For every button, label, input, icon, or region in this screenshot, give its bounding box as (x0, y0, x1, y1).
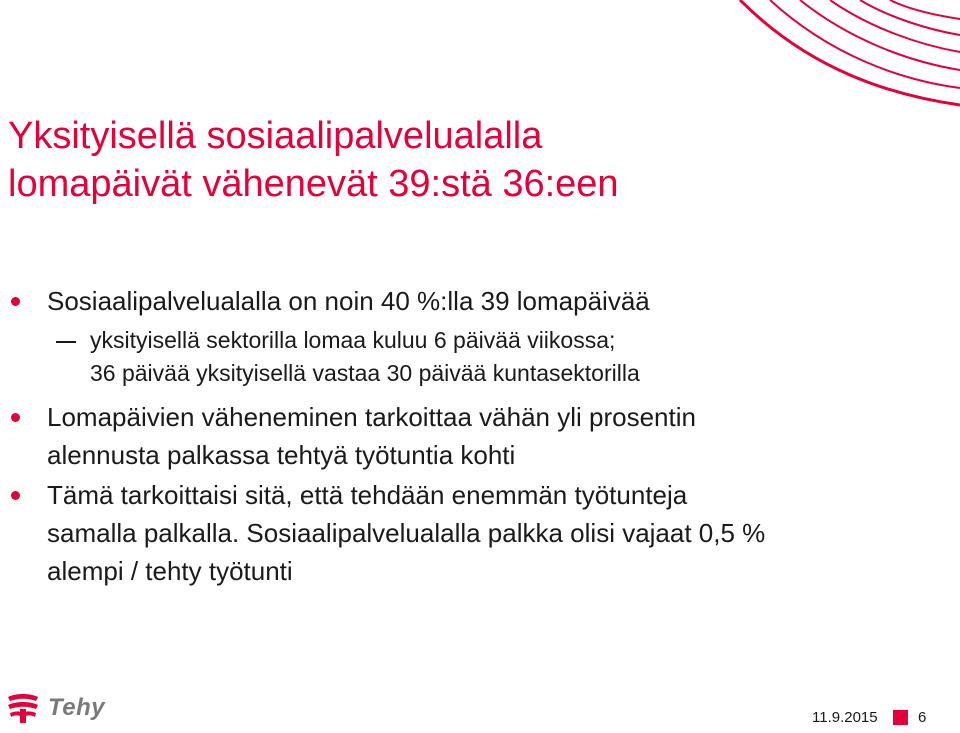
bullet-text: samalla palkalla. Sosiaalipalvelualalla palkka olisi vajaat 0,5 % (47, 518, 766, 548)
title-line: Yksityisellä sosiaalipalvelualalla (8, 115, 543, 157)
bullet-text: Tämä tarkoittaisi sitä, että tehdään enemmän työtunteja (47, 480, 688, 510)
footer-date: 11.9.2015 (812, 709, 878, 726)
dash-icon (56, 341, 76, 343)
bullet-dot-icon (11, 413, 20, 422)
bullet-list (0, 282, 930, 590)
sub-bullet-text: yksityisellä sektorilla lomaa kuluu 6 päivää viikossa; (90, 327, 616, 353)
footer-square-icon (893, 710, 908, 725)
corner-decoration-icon (700, 0, 960, 110)
tehy-logo-icon (6, 691, 40, 725)
sub-bullet-text: 36 päivää yksityisellä vastaa 30 päivää kuntasektorilla (90, 360, 640, 386)
bullet-text: alempi / tehty työtunti (47, 556, 293, 586)
bullet-text: alennusta palkassa tehtyä työtuntia kohti (47, 440, 516, 470)
bullet-item (0, 282, 930, 320)
page-number: 6 (918, 709, 927, 726)
slide-title (8, 112, 908, 208)
logo-text: Tehy (48, 694, 106, 721)
bullet-dot-icon (11, 297, 20, 306)
bullet-item (0, 398, 930, 474)
bullet-text: Sosiaalipalvelualalla on noin 40 %:lla 39 lomapäivää (47, 286, 650, 316)
tehy-logo (6, 689, 105, 727)
bullet-text: Lomapäivien väheneminen tarkoittaa vähän yli prosentin (47, 402, 696, 432)
bullet-item (0, 476, 930, 590)
bullet-dot-icon (11, 491, 20, 500)
title-line: lomapäivät vähenevät 39:stä 36:een (8, 163, 619, 205)
sub-bullet-item (0, 324, 930, 390)
